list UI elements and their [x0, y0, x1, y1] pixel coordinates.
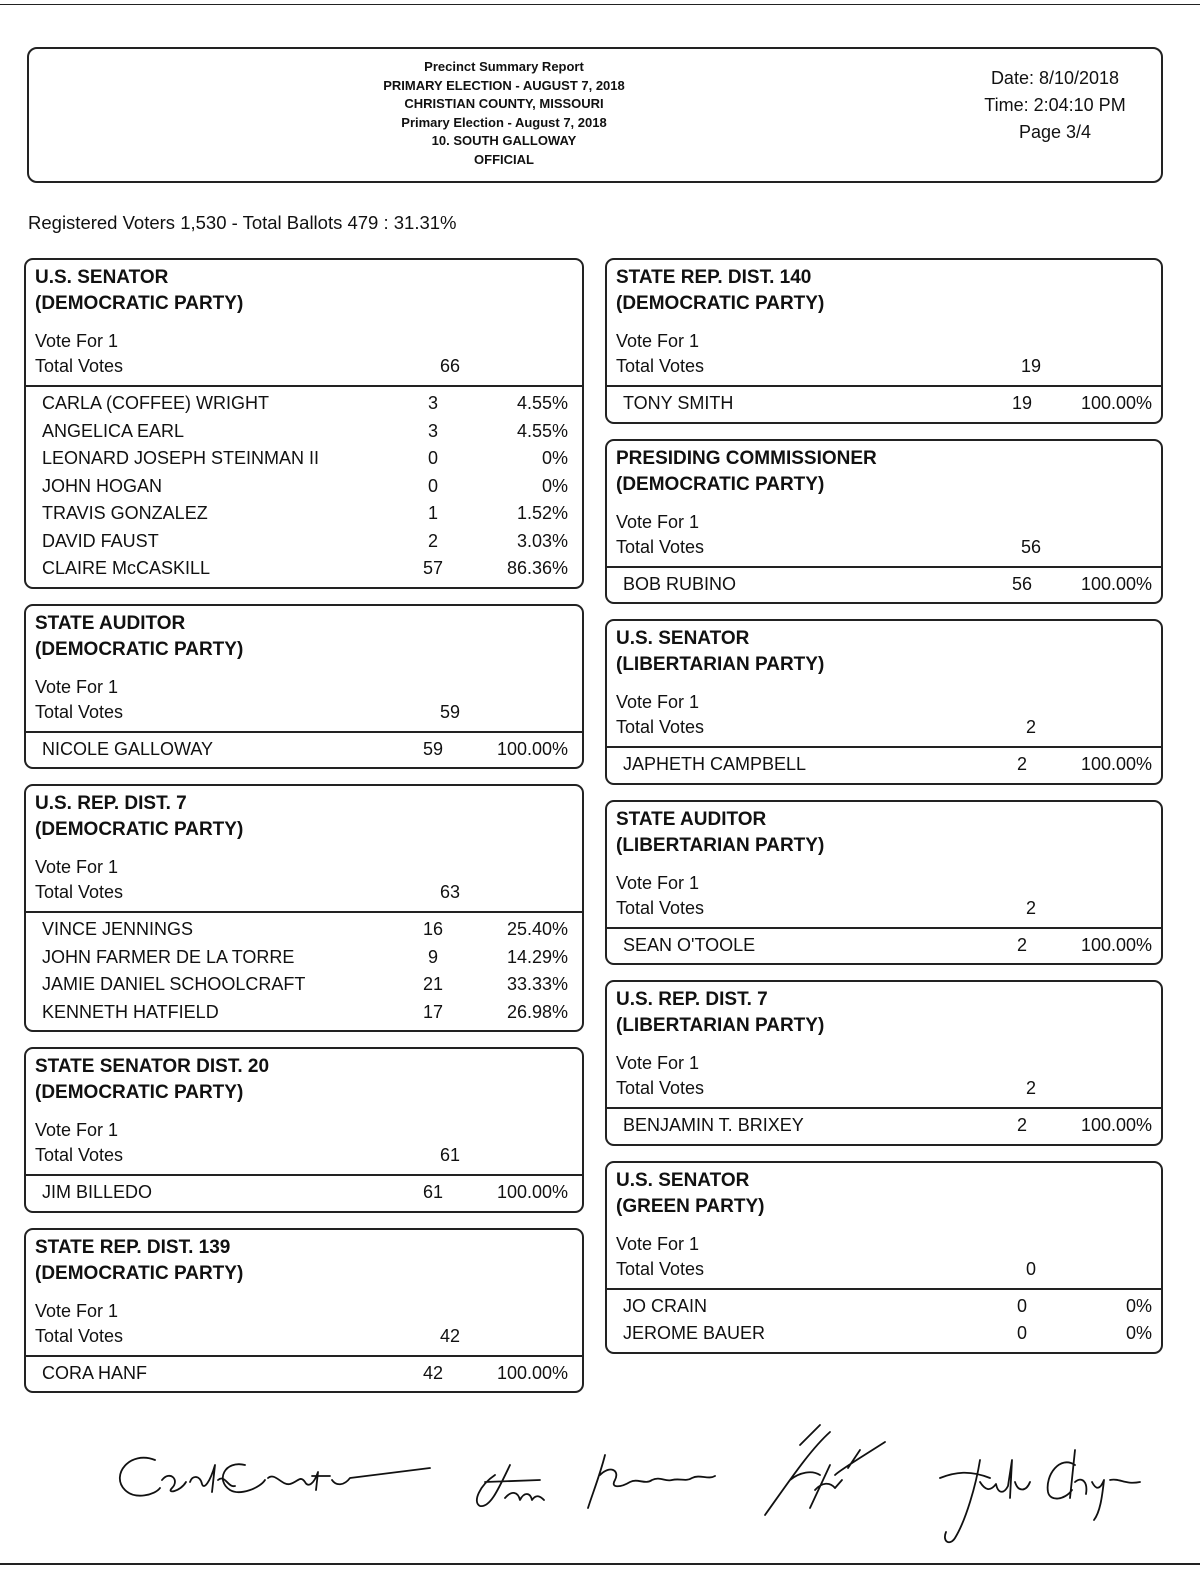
- election-name: PRIMARY ELECTION - AUGUST 7, 2018: [383, 77, 625, 93]
- candidate-name: BOB RUBINO: [623, 573, 737, 594]
- candidate-row: [607, 571, 1161, 599]
- candidate-row: [26, 944, 582, 972]
- right-contest-column: [605, 258, 1163, 1369]
- candidate-percent: 0%: [1125, 1295, 1152, 1316]
- contest-party: (DEMOCRATIC PARTY): [35, 1082, 244, 1103]
- candidate-row: [607, 751, 1161, 779]
- contest-box: [24, 784, 584, 1032]
- candidate-votes: 19: [1011, 393, 1033, 413]
- contest-title: PRESIDING COMMISSIONER: [616, 447, 877, 469]
- candidate-percent: 100.00%: [1080, 1115, 1152, 1135]
- candidate-row: [26, 971, 582, 999]
- precinct-name: 10. SOUTH GALLOWAY: [431, 133, 577, 148]
- contest-title: U.S. SENATOR: [616, 1169, 750, 1191]
- candidate-percent: 1.52%: [516, 503, 568, 523]
- total-votes-row: [35, 354, 582, 379]
- report-title-block: [329, 58, 679, 169]
- candidate-votes: 21: [422, 974, 444, 994]
- contest-title-block: [26, 786, 582, 843]
- candidate-votes: 3: [427, 393, 438, 413]
- contest-title-block: [607, 441, 1161, 498]
- candidate-percent: 4.55%: [516, 420, 568, 441]
- candidate-row: [26, 528, 582, 556]
- total-votes-value: 66: [439, 356, 461, 376]
- total-votes-value: 63: [439, 882, 461, 902]
- contest-title-block: [26, 606, 582, 663]
- candidate-name: SEAN O'TOOLE: [623, 934, 756, 955]
- vote-for-label: Vote For 1: [616, 511, 700, 532]
- total-votes-row: [35, 1143, 582, 1168]
- candidate-percent: 86.36%: [506, 558, 568, 578]
- candidate-votes: 16: [422, 919, 444, 939]
- candidate-percent: 100.00%: [496, 1362, 568, 1383]
- total-votes-label: Total Votes: [616, 536, 705, 557]
- page-number: Page 3/4: [1018, 122, 1092, 142]
- candidate-percent: 100.00%: [496, 738, 568, 759]
- candidate-list: [26, 385, 582, 587]
- candidate-list: [26, 1355, 582, 1392]
- total-votes-row: [616, 896, 1161, 921]
- total-votes-value: 2: [1025, 897, 1036, 918]
- total-votes-value: 61: [439, 1145, 461, 1165]
- contest-title-block: [607, 260, 1161, 317]
- contest-party: (DEMOCRATIC PARTY): [35, 638, 244, 660]
- vote-for-label: Vote For 1: [616, 692, 700, 712]
- candidate-name: CORA HANF: [42, 1362, 148, 1383]
- bottom-rule: [0, 1563, 1200, 1565]
- contest-party: (LIBERTARIAN PARTY): [616, 1015, 825, 1036]
- candidate-list: [607, 385, 1161, 422]
- vote-for-label: Vote For 1: [35, 676, 119, 697]
- report-title: Precinct Summary Report: [424, 59, 584, 74]
- contest-summary: [607, 317, 1161, 385]
- contest-title: STATE AUDITOR: [616, 808, 767, 830]
- candidate-percent: 14.29%: [506, 946, 568, 967]
- contest-summary: [26, 317, 582, 385]
- contest-title-block: [26, 260, 582, 317]
- candidate-list: [26, 911, 582, 1030]
- total-votes-label: Total Votes: [616, 356, 705, 376]
- candidate-row: [26, 999, 582, 1027]
- contest-title: STATE SENATOR DIST. 20: [35, 1056, 270, 1077]
- candidate-votes: 57: [422, 558, 444, 578]
- candidate-row: [607, 1112, 1161, 1140]
- contest-box: [605, 619, 1163, 785]
- contest-title-block: [607, 1163, 1161, 1220]
- total-votes-row: [616, 715, 1161, 740]
- vote-for-label: Vote For 1: [35, 331, 119, 351]
- contest-summary: [26, 843, 582, 911]
- candidate-name: DAVID FAUST: [42, 530, 159, 551]
- report-meta: [955, 65, 1155, 146]
- total-votes-value: 2: [1025, 717, 1036, 737]
- official-signatures: [100, 1420, 1180, 1560]
- candidate-row: [26, 445, 582, 473]
- contest-title-block: [26, 1230, 582, 1287]
- candidate-name: JOHN FARMER DE LA TORRE: [42, 946, 295, 967]
- candidate-percent: 100.00%: [496, 1182, 568, 1202]
- candidate-name: LEONARD JOSEPH STEINMAN II: [42, 448, 320, 468]
- contest-title: STATE REP. DIST. 139: [35, 1236, 231, 1258]
- candidate-row: [607, 932, 1161, 960]
- contest-summary: [26, 1287, 582, 1355]
- candidate-list: [607, 746, 1161, 783]
- total-votes-label: Total Votes: [35, 1145, 124, 1165]
- jurisdiction: CHRISTIAN COUNTY, MISSOURI: [404, 96, 604, 111]
- registered-voters-summary: Registered Voters 1,530 - Total Ballots 479 : 31.31%: [28, 212, 457, 233]
- candidate-name: CARLA (COFFEE) WRIGHT: [42, 393, 270, 413]
- contest-party: (LIBERTARIAN PARTY): [616, 654, 825, 675]
- candidate-name: JO CRAIN: [623, 1295, 708, 1316]
- total-votes-row: [616, 535, 1161, 560]
- candidate-row: [26, 555, 582, 583]
- candidate-votes: 0: [427, 475, 438, 496]
- election-subtitle: Primary Election - August 7, 2018: [401, 114, 607, 130]
- candidate-row: [26, 736, 582, 764]
- contest-title: STATE REP. DIST. 140: [616, 267, 812, 288]
- candidate-votes: 2: [427, 530, 438, 551]
- candidate-name: VINCE JENNINGS: [42, 919, 194, 939]
- contest-title: STATE AUDITOR: [35, 612, 186, 634]
- candidate-list: [607, 927, 1161, 964]
- contest-title-block: [607, 621, 1161, 678]
- total-votes-label: Total Votes: [35, 1325, 124, 1346]
- candidate-name: TRAVIS GONZALEZ: [42, 503, 208, 523]
- total-votes-label: Total Votes: [616, 897, 705, 918]
- contest-box: [605, 439, 1163, 605]
- total-votes-label: Total Votes: [35, 882, 124, 902]
- candidate-list: [26, 1174, 582, 1211]
- candidate-percent: 3.03%: [516, 530, 568, 551]
- candidate-row: [607, 1293, 1161, 1321]
- candidate-percent: 0%: [1125, 1323, 1152, 1343]
- vote-for-label: Vote For 1: [35, 1300, 119, 1321]
- contest-summary: [607, 678, 1161, 746]
- total-votes-label: Total Votes: [35, 356, 124, 376]
- contest-box: [24, 604, 584, 770]
- candidate-votes: 56: [1011, 573, 1033, 594]
- candidate-votes: 2: [1016, 1115, 1027, 1135]
- candidate-name: CLAIRE McCASKILL: [42, 558, 211, 578]
- candidate-name: TONY SMITH: [623, 393, 734, 413]
- contest-summary: [26, 663, 582, 731]
- total-votes-value: 19: [1020, 356, 1042, 376]
- signature-4: [940, 1450, 1140, 1542]
- total-votes-row: [616, 1257, 1161, 1282]
- contest-box: [24, 1228, 584, 1394]
- candidate-percent: 25.40%: [506, 919, 568, 939]
- candidate-percent: 100.00%: [1080, 934, 1152, 955]
- contest-title-block: [26, 1049, 582, 1106]
- total-votes-row: [616, 354, 1161, 379]
- candidate-votes: 3: [427, 420, 438, 441]
- candidate-votes: 2: [1016, 754, 1027, 774]
- candidate-name: JEROME BAUER: [623, 1323, 766, 1343]
- total-votes-row: [35, 880, 582, 905]
- signature-3: [765, 1425, 885, 1515]
- candidate-list: [26, 731, 582, 768]
- contest-box: [24, 258, 584, 589]
- candidate-votes: 1: [427, 503, 438, 523]
- contest-party: (DEMOCRATIC PARTY): [616, 293, 825, 314]
- candidate-list: [607, 1107, 1161, 1144]
- total-votes-label: Total Votes: [616, 1258, 705, 1279]
- candidate-name: NICOLE GALLOWAY: [42, 738, 214, 759]
- total-votes-label: Total Votes: [616, 1078, 705, 1098]
- contest-summary: [26, 1106, 582, 1174]
- signature-1: [120, 1458, 430, 1496]
- candidate-percent: 33.33%: [506, 974, 568, 994]
- candidate-row: [26, 1360, 582, 1388]
- total-votes-value: 42: [439, 1325, 461, 1346]
- candidate-row: [26, 418, 582, 446]
- contest-title: U.S. REP. DIST. 7: [616, 989, 768, 1010]
- candidate-row: [26, 500, 582, 528]
- contest-title-block: [607, 982, 1161, 1039]
- report-header: [27, 47, 1163, 183]
- candidate-percent: 100.00%: [1080, 573, 1152, 594]
- candidate-row: [26, 916, 582, 944]
- contest-box: [605, 980, 1163, 1146]
- total-votes-value: 2: [1025, 1078, 1036, 1098]
- candidate-name: JOHN HOGAN: [42, 475, 163, 496]
- contest-summary: [607, 498, 1161, 566]
- candidate-list: [607, 566, 1161, 603]
- top-rule: [0, 4, 1200, 5]
- candidate-percent: 26.98%: [506, 1001, 568, 1022]
- contest-party: (LIBERTARIAN PARTY): [616, 834, 825, 856]
- candidate-votes: 61: [422, 1182, 444, 1202]
- candidate-votes: 0: [1016, 1323, 1027, 1343]
- candidate-row: [26, 1179, 582, 1207]
- vote-for-label: Vote For 1: [616, 872, 700, 893]
- candidate-percent: 100.00%: [1080, 393, 1152, 413]
- candidate-percent: 4.55%: [516, 393, 568, 413]
- contest-box: [605, 258, 1163, 424]
- contest-party: (DEMOCRATIC PARTY): [616, 473, 825, 495]
- total-votes-label: Total Votes: [616, 717, 705, 737]
- candidate-name: BENJAMIN T. BRIXEY: [623, 1115, 804, 1135]
- contest-summary: [607, 1039, 1161, 1107]
- candidate-votes: 42: [422, 1362, 444, 1383]
- report-time: Time: 2:04:10 PM: [984, 95, 1126, 115]
- contest-title: U.S. SENATOR: [35, 267, 169, 288]
- candidate-name: JIM BILLEDO: [42, 1182, 153, 1202]
- contest-title: U.S. REP. DIST. 7: [35, 793, 187, 814]
- candidate-name: KENNETH HATFIELD: [42, 1001, 219, 1022]
- candidate-votes: 0: [427, 448, 438, 468]
- candidate-percent: 100.00%: [1080, 754, 1152, 774]
- candidate-row: [607, 1320, 1161, 1348]
- candidate-row: [26, 390, 582, 418]
- contest-box: [605, 1161, 1163, 1354]
- candidate-percent: 0%: [541, 475, 568, 496]
- contest-party: (DEMOCRATIC PARTY): [35, 293, 244, 314]
- vote-for-label: Vote For 1: [616, 331, 700, 351]
- total-votes-value: 59: [439, 701, 461, 722]
- contest-party: (DEMOCRATIC PARTY): [35, 819, 244, 840]
- total-votes-row: [35, 700, 582, 725]
- left-contest-column: [24, 258, 584, 1408]
- candidate-row: [607, 390, 1161, 418]
- contest-box: [24, 1047, 584, 1213]
- vote-for-label: Vote For 1: [616, 1233, 700, 1254]
- candidate-name: ANGELICA EARL: [42, 420, 185, 441]
- total-votes-value: 56: [1020, 536, 1042, 557]
- candidate-row: [26, 473, 582, 501]
- candidate-name: JAPHETH CAMPBELL: [623, 754, 807, 774]
- candidate-percent: 0%: [541, 448, 568, 468]
- candidate-votes: 2: [1016, 934, 1027, 955]
- total-votes-row: [35, 1324, 582, 1349]
- contest-title: U.S. SENATOR: [616, 628, 750, 649]
- report-status: OFFICIAL: [474, 151, 534, 167]
- report-date: Date: 8/10/2018: [990, 68, 1120, 88]
- candidate-votes: 17: [422, 1001, 444, 1022]
- candidate-name: JAMIE DANIEL SCHOOLCRAFT: [42, 974, 306, 994]
- vote-for-label: Vote For 1: [616, 1053, 700, 1073]
- total-votes-value: 0: [1025, 1258, 1036, 1279]
- contest-box: [605, 800, 1163, 966]
- candidate-votes: 0: [1016, 1295, 1027, 1316]
- signature-2: [477, 1455, 715, 1508]
- total-votes-label: Total Votes: [35, 701, 124, 722]
- candidate-votes: 9: [427, 946, 438, 967]
- contest-party: (DEMOCRATIC PARTY): [35, 1262, 244, 1284]
- contest-title-block: [607, 802, 1161, 859]
- total-votes-row: [616, 1076, 1161, 1101]
- candidate-votes: 59: [422, 738, 444, 759]
- contest-summary: [607, 1220, 1161, 1288]
- contest-party: (GREEN PARTY): [616, 1195, 765, 1217]
- vote-for-label: Vote For 1: [35, 857, 119, 877]
- vote-for-label: Vote For 1: [35, 1120, 119, 1140]
- contest-summary: [607, 859, 1161, 927]
- candidate-list: [607, 1288, 1161, 1352]
